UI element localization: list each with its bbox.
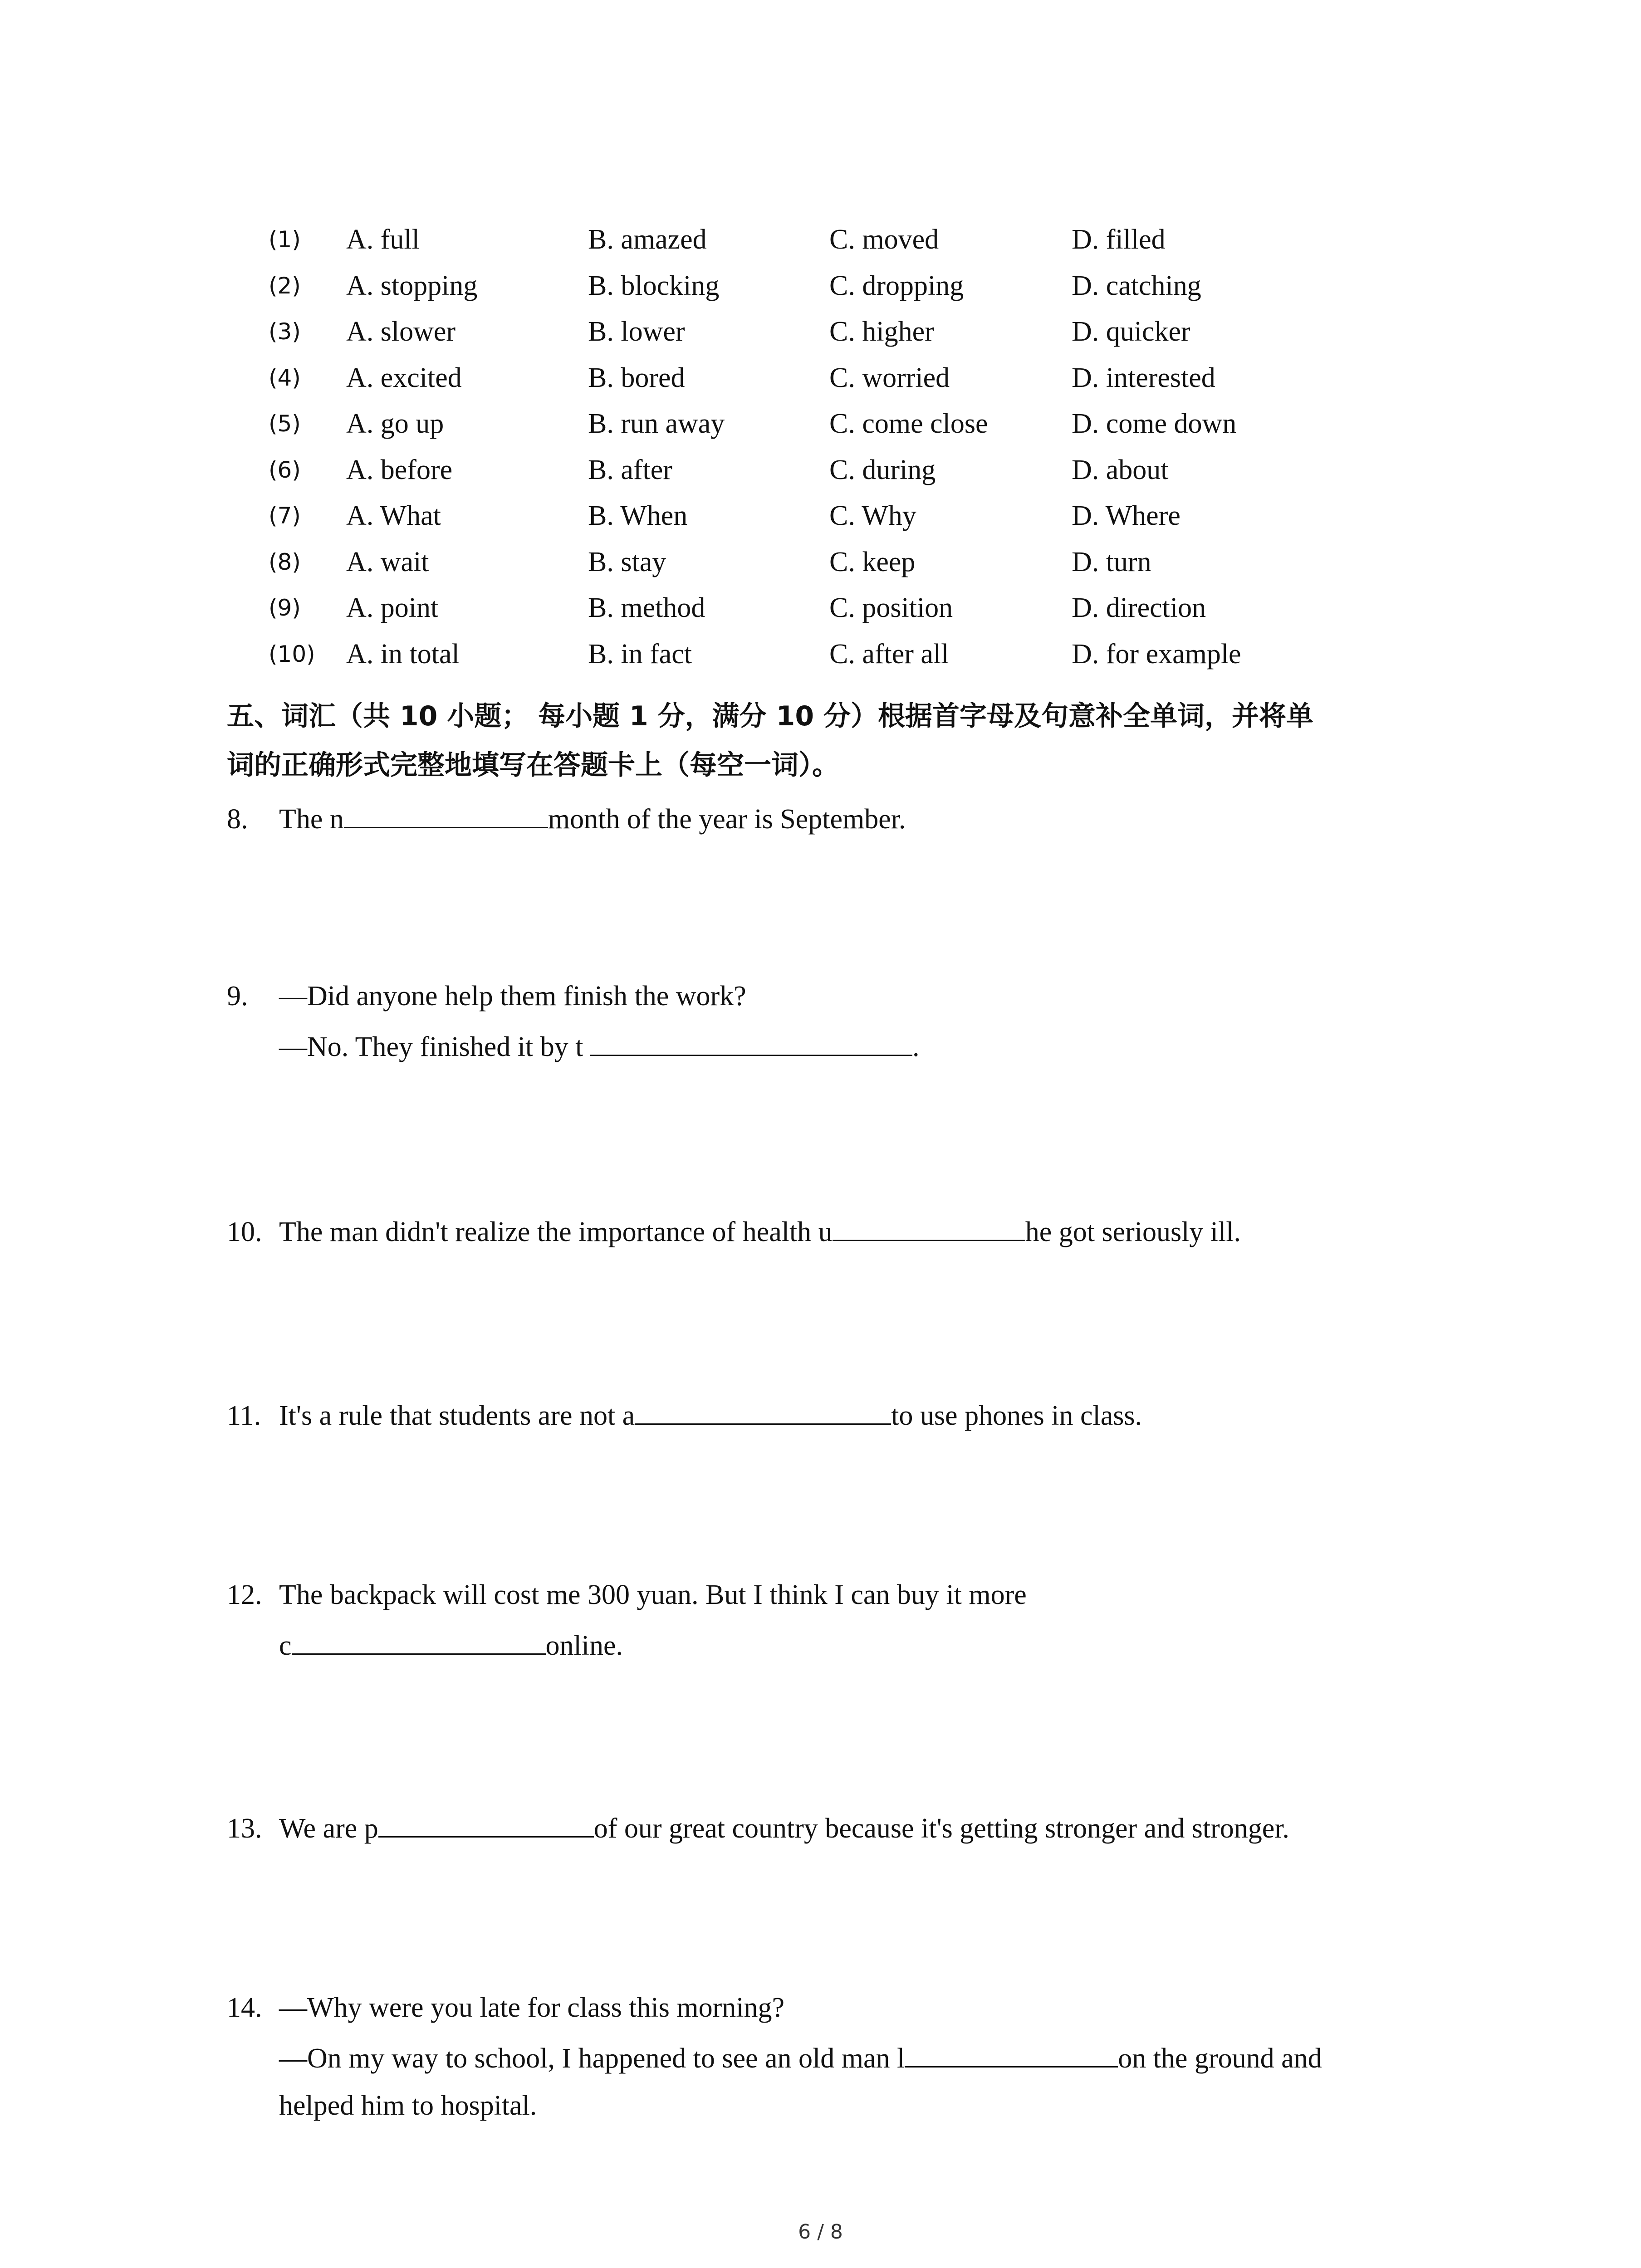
option-row bbox=[0, 447, 1641, 493]
option-row bbox=[0, 585, 1641, 631]
option-number: (8) bbox=[269, 548, 301, 575]
option-a[interactable]: A. go up bbox=[346, 408, 444, 439]
question-number: 12. bbox=[227, 1579, 262, 1610]
question-10 bbox=[227, 1207, 1241, 1257]
option-row bbox=[0, 263, 1641, 308]
option-d[interactable]: D. quicker bbox=[1072, 316, 1190, 347]
question-text-before: We are p bbox=[279, 1813, 378, 1844]
option-row bbox=[0, 401, 1641, 446]
page-number: 6 / 8 bbox=[798, 2220, 843, 2244]
option-d[interactable]: D. for example bbox=[1072, 638, 1241, 670]
option-b[interactable]: B. lower bbox=[588, 316, 685, 347]
question-text-after: online. bbox=[545, 1630, 623, 1661]
question-text-after: on the ground and bbox=[1118, 2043, 1322, 2074]
question-text-line-1: —Why were you late for class this morning? bbox=[279, 1992, 784, 2023]
option-a[interactable]: A. in total bbox=[346, 638, 460, 670]
option-number: (5) bbox=[269, 411, 301, 437]
answer-blank[interactable] bbox=[635, 1398, 891, 1425]
answer-blank[interactable] bbox=[344, 802, 548, 828]
option-row bbox=[0, 631, 1641, 677]
option-a[interactable]: A. excited bbox=[346, 362, 462, 393]
question-text-after: month of the year is September. bbox=[548, 804, 906, 835]
question-text-line-3: helped him to hospital. bbox=[279, 2090, 537, 2121]
option-b[interactable]: B. after bbox=[588, 454, 672, 485]
question-number: 13. bbox=[227, 1813, 262, 1844]
option-number: (9) bbox=[269, 595, 301, 621]
answer-blank[interactable] bbox=[590, 1029, 912, 1056]
question-number: 8. bbox=[227, 804, 248, 835]
option-c[interactable]: C. dropping bbox=[829, 270, 964, 301]
option-row bbox=[0, 493, 1641, 538]
option-number: (4) bbox=[269, 364, 301, 391]
question-11 bbox=[227, 1390, 1142, 1441]
question-13 bbox=[227, 1803, 1289, 1854]
answer-blank[interactable] bbox=[292, 1628, 546, 1655]
answer-blank[interactable] bbox=[905, 2041, 1118, 2068]
answer-blank[interactable] bbox=[833, 1214, 1025, 1241]
question-number: 14. bbox=[227, 1992, 262, 2023]
question-text-line-1: —Did anyone help them finish the work? bbox=[279, 981, 746, 1012]
answer-blank[interactable] bbox=[378, 1811, 594, 1838]
question-text-before: c bbox=[279, 1630, 292, 1661]
option-a[interactable]: A. stopping bbox=[346, 270, 478, 301]
option-b[interactable]: B. in fact bbox=[588, 638, 692, 670]
option-number: (2) bbox=[269, 272, 301, 299]
question-8 bbox=[227, 794, 906, 845]
option-a[interactable]: A. point bbox=[346, 592, 439, 623]
option-b[interactable]: B. stay bbox=[588, 546, 666, 577]
question-number: 11. bbox=[227, 1400, 261, 1431]
question-text-before: It's a rule that students are not a bbox=[279, 1400, 635, 1431]
option-b[interactable]: B. amazed bbox=[588, 224, 707, 255]
option-c[interactable]: C. worried bbox=[829, 362, 950, 393]
option-d[interactable]: D. come down bbox=[1072, 408, 1237, 439]
question-9 bbox=[227, 971, 919, 1072]
option-row bbox=[0, 309, 1641, 354]
option-a[interactable]: A. wait bbox=[346, 546, 429, 577]
option-a[interactable]: A. full bbox=[346, 224, 420, 255]
option-row bbox=[0, 355, 1641, 401]
question-text-after: to use phones in class. bbox=[891, 1400, 1142, 1431]
option-a[interactable]: A. What bbox=[346, 500, 441, 531]
option-a[interactable]: A. before bbox=[346, 454, 453, 485]
option-b[interactable]: B. run away bbox=[588, 408, 725, 439]
option-number: (1) bbox=[269, 226, 301, 253]
option-b[interactable]: B. bored bbox=[588, 362, 685, 393]
question-text-after: of our great country because it's getting stronger and stronger. bbox=[593, 1813, 1289, 1844]
question-14 bbox=[227, 1982, 1322, 2131]
option-number: (7) bbox=[269, 503, 301, 529]
option-row bbox=[0, 539, 1641, 585]
option-c[interactable]: C. keep bbox=[829, 546, 916, 577]
option-d[interactable]: D. direction bbox=[1072, 592, 1206, 623]
section-title-line-1: 五、词汇（共 10 小题； 每小题 1 分，满分 10 分）根据首字母及句意补全单词，并将单 bbox=[227, 700, 1313, 732]
option-row bbox=[0, 217, 1641, 262]
option-c[interactable]: C. come close bbox=[829, 408, 988, 439]
option-c[interactable]: C. after all bbox=[829, 638, 949, 670]
option-b[interactable]: B. method bbox=[588, 592, 705, 623]
option-c[interactable]: C. higher bbox=[829, 316, 934, 347]
option-number: (10) bbox=[269, 640, 315, 667]
option-d[interactable]: D. interested bbox=[1072, 362, 1215, 393]
option-c[interactable]: C. Why bbox=[829, 500, 916, 531]
option-c[interactable]: C. moved bbox=[829, 224, 939, 255]
section-title bbox=[227, 692, 1452, 790]
question-text-after: he got seriously ill. bbox=[1025, 1217, 1241, 1247]
question-12 bbox=[227, 1569, 1027, 1671]
option-c[interactable]: C. during bbox=[829, 454, 936, 485]
question-number: 10. bbox=[227, 1217, 262, 1247]
option-b[interactable]: B. When bbox=[588, 500, 688, 531]
question-text-after: . bbox=[912, 1031, 920, 1062]
question-text-before: —No. They finished it by t bbox=[279, 1031, 590, 1062]
option-c[interactable]: C. position bbox=[829, 592, 953, 623]
option-d[interactable]: D. Where bbox=[1072, 500, 1181, 531]
option-d[interactable]: D. about bbox=[1072, 454, 1169, 485]
question-text-line-1: The backpack will cost me 300 yuan. But I think I can buy it more bbox=[279, 1579, 1027, 1610]
question-text-before: The man didn't realize the importance of health u bbox=[279, 1217, 833, 1247]
question-text-before: —On my way to school, I happened to see an old man l bbox=[279, 2043, 905, 2074]
option-a[interactable]: A. slower bbox=[346, 316, 456, 347]
option-d[interactable]: D. turn bbox=[1072, 546, 1151, 577]
option-number: (3) bbox=[269, 318, 301, 345]
section-title-line-2: 词的正确形式完整地填写在答题卡上（每空一词）。 bbox=[227, 749, 839, 781]
option-b[interactable]: B. blocking bbox=[588, 270, 720, 301]
option-number: (6) bbox=[269, 456, 301, 483]
option-d[interactable]: D. catching bbox=[1072, 270, 1201, 301]
question-text-before: The n bbox=[279, 804, 344, 835]
option-d[interactable]: D. filled bbox=[1072, 224, 1166, 255]
question-number: 9. bbox=[227, 981, 248, 1012]
